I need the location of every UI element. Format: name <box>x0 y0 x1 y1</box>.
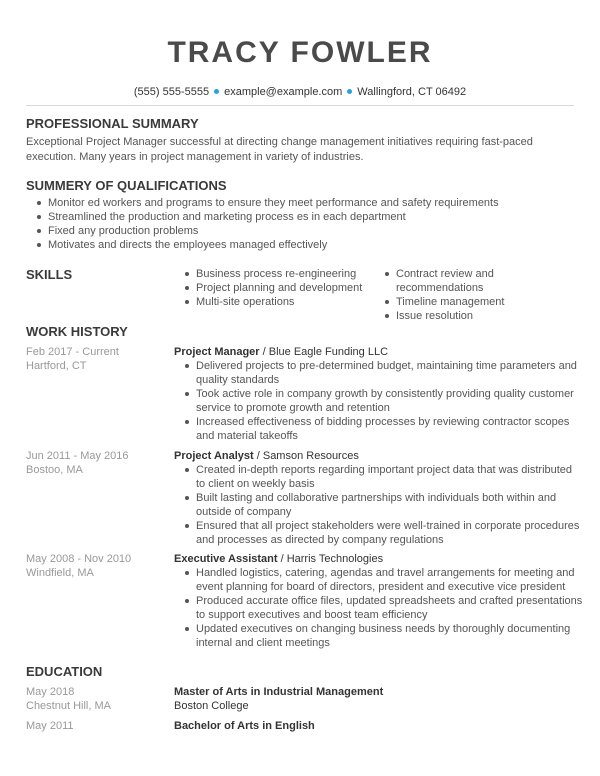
education-location: Chestnut Hill, MA <box>26 700 111 712</box>
header-divider <box>26 105 574 106</box>
job-role: Project Manager <box>174 346 260 358</box>
skill-item: Multi-site operations <box>184 295 384 309</box>
job-dates: May 2008 - Nov 2010 <box>26 553 132 565</box>
education-date: May 2018 <box>26 686 75 698</box>
job-bullet: Built lasting and collaborative partnerships with individuals both within and outside of company <box>184 491 584 519</box>
job-role: Executive Assistant <box>174 553 278 565</box>
job-bullet: Took active role in company growth by consistently providing quality customer service to promote growth and retention <box>184 387 584 415</box>
qualifications-heading: SUMMERY OF QUALIFICATIONS <box>26 178 227 193</box>
qualification-item: Motivates and directs the employees managed effectively <box>36 238 576 252</box>
education-heading: EDUCATION <box>26 664 103 679</box>
skill-item: Issue resolution <box>384 309 584 323</box>
job-company: / Harris Technologies <box>277 553 384 565</box>
education-degree: Bachelor of Arts in English <box>174 720 315 732</box>
education-school: Boston College <box>174 700 249 712</box>
job-title-line <box>174 345 388 359</box>
job-bullet: Updated executives on changing business needs by thoroughly documenting internal and client meetings <box>184 622 584 650</box>
phone-text: (555) 555-5555 <box>133 86 210 98</box>
job-bullet: Ensured that all project stakeholders were well-trained in corporate procedures and processes as directed by company regulations <box>184 519 584 547</box>
skills-list-col1 <box>184 267 384 309</box>
job-bullet: Created in-depth reports regarding important project data that was distributed to client on weekly basis <box>184 463 584 491</box>
job-bullets <box>184 566 584 650</box>
qualifications-list <box>36 196 576 252</box>
location-text: Wallingford, CT 06492 <box>357 86 467 98</box>
skill-item: Business process re-engineering <box>184 267 384 281</box>
skill-item: Contract review and recommendations <box>384 267 584 295</box>
job-bullets <box>184 359 584 443</box>
job-dates: Feb 2017 - Current <box>26 346 119 358</box>
qualification-item: Monitor ed workers and programs to ensure they meet performance and safety requirements <box>36 196 576 210</box>
separator-dot-icon <box>347 89 352 94</box>
email-text: example@example.com <box>224 86 343 98</box>
job-location: Hartford, CT <box>26 360 87 372</box>
job-company: / Samson Resources <box>253 450 359 462</box>
summary-text: Exceptional Project Manager successful at directing change management initiatives requiring fast-paced execution. Many years in project management in variety of industries. <box>26 136 533 163</box>
job-dates: Jun 2011 - May 2016 <box>26 450 129 462</box>
skill-item: Project planning and development <box>184 281 384 295</box>
skills-list-col2 <box>384 267 584 323</box>
qualification-item: Streamlined the production and marketing process es in each department <box>36 210 576 224</box>
summary-heading: PROFESSIONAL SUMMARY <box>26 116 199 131</box>
qualification-item: Fixed any production problems <box>36 224 576 238</box>
separator-dot-icon <box>214 89 219 94</box>
job-title-line <box>174 449 359 463</box>
candidate-name: TRACY FOWLER <box>167 36 433 69</box>
job-bullet: Delivered projects to pre-determined budget, maintaining time parameters and quality standards <box>184 359 584 387</box>
education-degree: Master of Arts in Industrial Management <box>174 686 384 698</box>
work-history-heading: WORK HISTORY <box>26 324 128 339</box>
job-bullet: Handled logistics, catering, agendas and travel arrangements for meeting and event planning for board of directors, president and executive vice president <box>184 566 584 594</box>
contact-line <box>0 86 600 98</box>
job-company: / Blue Eagle Funding LLC <box>259 346 389 358</box>
job-bullet: Produced accurate office files, updated spreadsheets and crafted presentations to support executives and boost team efficiency <box>184 594 584 622</box>
skills-heading: SKILLS <box>26 267 73 282</box>
job-role: Project Analyst <box>174 450 254 462</box>
job-bullet: Increased effectiveness of bidding processes by reviewing contractor scopes and material takeoffs <box>184 415 584 443</box>
job-location: Windfield, MA <box>26 567 94 579</box>
skill-item: Timeline management <box>384 295 584 309</box>
education-date: May 2011 <box>26 720 74 732</box>
job-location: Bostoo, MA <box>26 464 83 476</box>
job-title-line <box>174 552 383 566</box>
job-bullets <box>184 463 584 547</box>
